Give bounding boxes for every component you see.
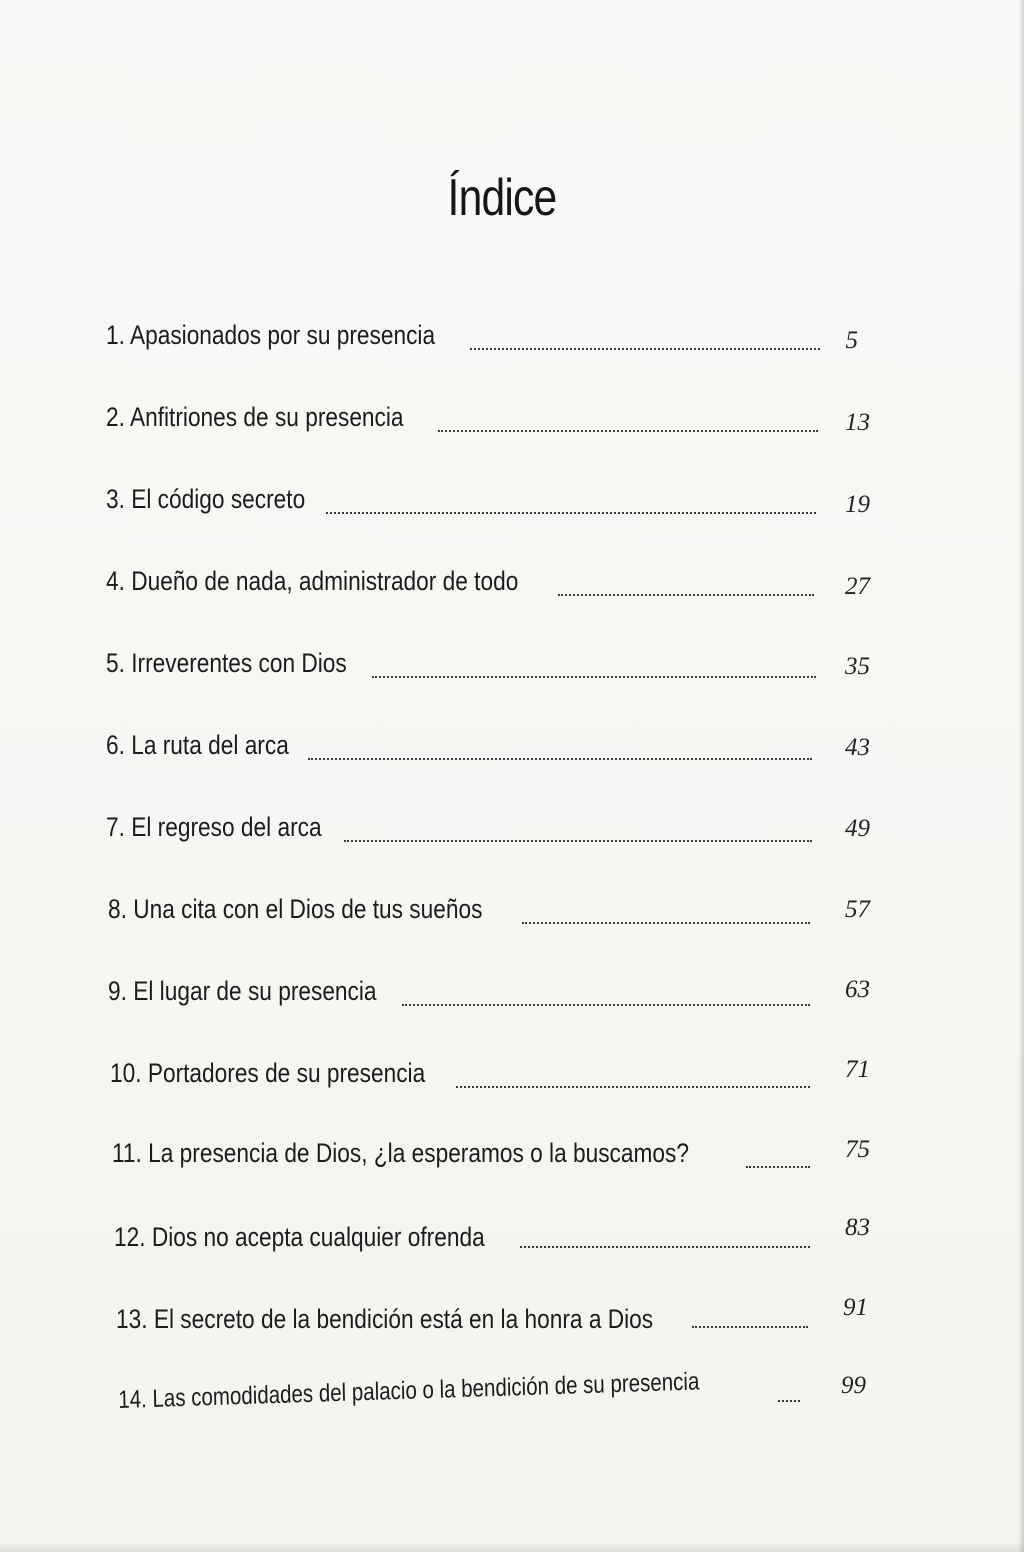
toc-entry-label: 8. Una cita con el Dios de tus sueños xyxy=(108,894,483,924)
page-edge-shadow xyxy=(1018,0,1024,1552)
toc-leader xyxy=(470,348,820,350)
page-bottom-shadow xyxy=(0,1542,1024,1552)
toc-entry-label: 6. La ruta del arca xyxy=(106,730,289,760)
toc-leader xyxy=(520,1246,810,1248)
toc-entry-label: 1. Apasionados por su presencia xyxy=(106,320,436,350)
toc-entry xyxy=(106,484,343,524)
toc-entry xyxy=(106,812,363,852)
page-title: Índice xyxy=(447,169,557,227)
toc-leader xyxy=(308,758,812,760)
toc-entry-label: 13. El secreto de la bendición está en la honra a Dios xyxy=(116,1304,654,1334)
toc-entry xyxy=(114,1222,555,1262)
toc-leader xyxy=(692,1326,808,1328)
toc-entry-label: 9. El lugar de su presencia xyxy=(108,976,377,1006)
toc-leader xyxy=(372,676,816,678)
toc-entry xyxy=(110,1058,485,1098)
toc-entry-label: 5. Irreverentes con Dios xyxy=(106,648,347,678)
toc-page-number: 83 xyxy=(845,1214,870,1241)
toc-entry xyxy=(106,566,597,606)
toc-entry-label: 12. Dios no acepta cualquier ofrenda xyxy=(114,1222,485,1252)
toc-leader xyxy=(456,1086,810,1088)
toc-entry xyxy=(108,976,428,1016)
toc-page-number: 43 xyxy=(845,734,870,761)
toc-entry-label: 11. La presencia de Dios, ¿la esperamos o la buscamos? xyxy=(112,1138,689,1168)
toc-entry-label: 4. Dueño de nada, administrador de todo xyxy=(106,566,519,596)
toc-entry xyxy=(108,894,554,934)
toc-page-number: 19 xyxy=(845,491,870,518)
toc-entry xyxy=(106,730,324,770)
toc-page-number: 91 xyxy=(843,1294,868,1321)
toc-leader xyxy=(746,1166,810,1168)
toc-page-number: 49 xyxy=(845,815,870,842)
toc-entry-label: 7. El regreso del arca xyxy=(106,812,322,842)
toc-leader xyxy=(438,430,818,432)
toc-entry xyxy=(116,1304,755,1344)
toc-entry xyxy=(112,1138,799,1178)
toc-leader xyxy=(326,512,816,514)
toc-leader xyxy=(402,1004,810,1006)
toc-leader xyxy=(522,922,810,924)
toc-entry-label: 14. Las comodidades del palacio o la bendición de su presencia xyxy=(118,1367,700,1414)
toc-entry xyxy=(106,648,393,688)
toc-leader xyxy=(778,1400,800,1402)
toc-page-number: 71 xyxy=(845,1056,870,1083)
toc-page-number: 63 xyxy=(845,976,870,1003)
toc-page-number: 57 xyxy=(845,896,870,923)
toc-leader xyxy=(558,594,814,596)
toc-entry-label: 2. Anfitriones de su presencia xyxy=(106,402,404,432)
toc-leader xyxy=(344,840,812,842)
toc-entry xyxy=(106,402,460,442)
toc-entry-label: 3. El código secreto xyxy=(106,484,306,514)
toc-page-number: 27 xyxy=(845,573,870,600)
toc-page-number: 13 xyxy=(845,409,870,436)
toc-entry xyxy=(106,320,498,360)
toc-page-number: 5 xyxy=(845,327,858,354)
toc-page-number: 99 xyxy=(841,1372,866,1399)
toc-page-number: 75 xyxy=(845,1136,870,1163)
toc-entry xyxy=(118,1367,827,1426)
toc-page-number: 35 xyxy=(845,653,870,680)
toc-entry-label: 10. Portadores de su presencia xyxy=(110,1058,426,1088)
